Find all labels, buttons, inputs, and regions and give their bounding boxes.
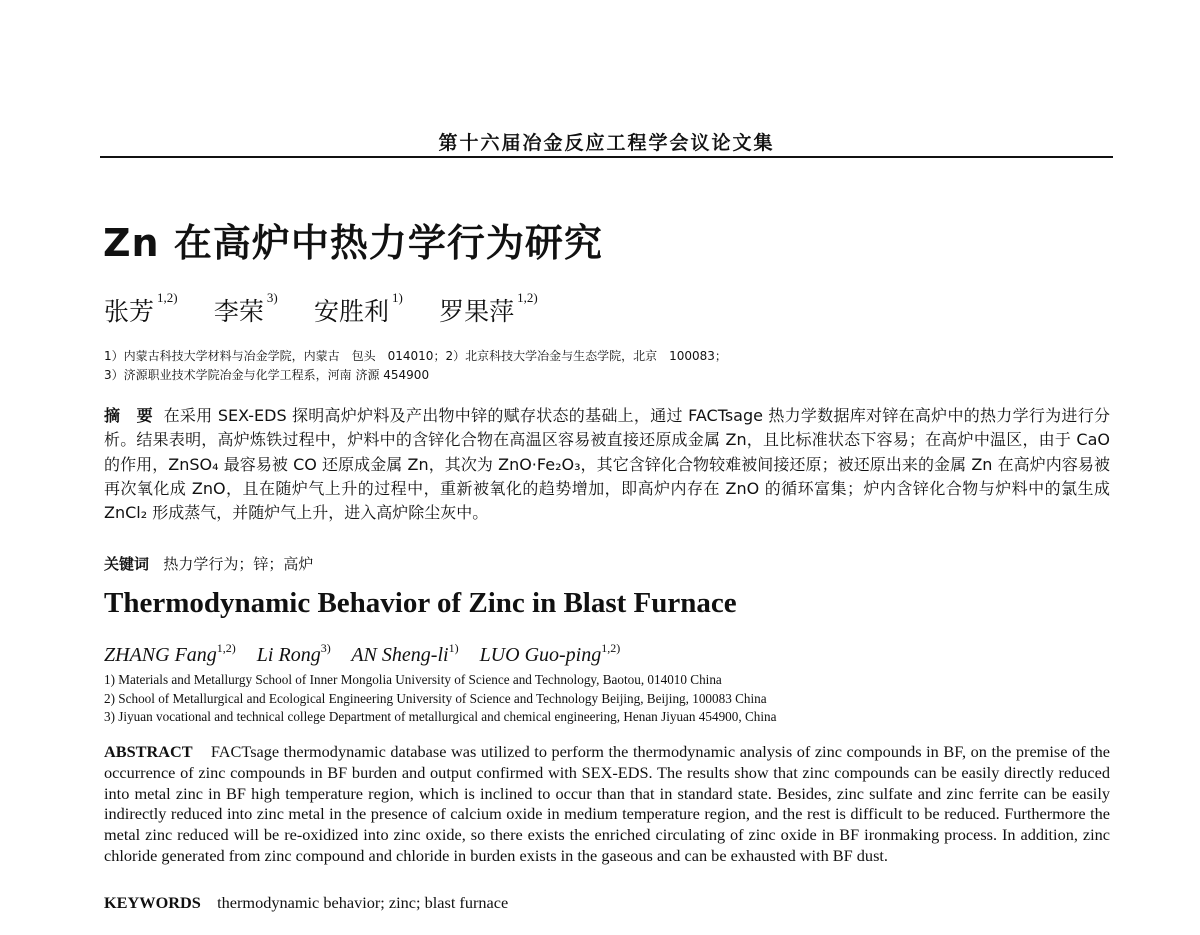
abstract-label: 摘 要 — [104, 406, 153, 425]
keywords-text: thermodynamic behavior; zinc; blast furnace — [217, 893, 509, 912]
affiliation-line: 3）济源职业技术学院冶金与化学工程系，河南 济源 454900 — [104, 368, 430, 382]
author-affiliation-mark: 3) — [320, 641, 331, 655]
author-affiliation-mark: 1,2) — [517, 290, 538, 305]
affiliation-line: 2) School of Metallurgical and Ecological Engineering University of Science and Technology Beijing, Beijing, 100083 China — [104, 690, 767, 706]
abstract-text: FACTsage thermodynamic database was utilized to perform the thermodynamic analysis of zinc compounds in BF, on the premise of the occurrence of zinc compounds in BF burden and output confirmed with SEX-EDS. The results show that zinc compounds can be easily directly reduced into metal zinc in BF high temperature region, which is inclined to occur than that in standard state. Besides, zinc sulfate and zinc ferrite can be easily indirectly reduced into zinc metal in the presence of calcium oxide in medium temperature region, and the rest is difficult to be reduced. Furthermore the metal zinc reduced will be re-oxidized into zinc oxide, so there exists the enriched circulating of zinc oxide in BF ironmaking process. In addition, zinc chloride generated from zinc compound and chloride in burden exists in the gaseous and can be exhausted with BF dust. — [104, 742, 1111, 865]
author-name: AN Sheng-li — [351, 644, 449, 666]
chinese-author — [439, 290, 538, 326]
author-name: LUO Guo-ping — [479, 644, 602, 666]
chinese-author-list — [104, 292, 568, 328]
chinese-author — [313, 290, 403, 326]
affiliation-line: 1）内蒙古科技大学材料与冶金学院，内蒙古 包头 014010；2）北京科技大学冶金与生态学院，北京 100083； — [104, 349, 727, 363]
abstract-text: 在采用 SEX-EDS 探明高炉炉料及产出物中锌的赋存状态的基础上，通过 FACTsage 热力学数据库对锌在高炉中的热力学行为进行分析。结果表明，高炉炼铁过程中，炉料中的含锌化合物在高温区容易被直接还原成金属 Zn，且比标准状态下容易；在高炉中温区，由于 CaO 的作用，ZnSO₄ 最容易被 CO 还原成金属 Zn，其次为 ZnO·Fe₂O₃，其它含锌化合物较难被间接还原；被还原出来的金属 Zn 在高炉内容易被再次氧化成 ZnO，且在随炉气上升的过程中，重新被氧化的趋势增加，即高炉内存在 ZnO 的循环富集；炉内含锌化合物与炉料中的氯生成 ZnCl₂ 形成蒸气，并随炉气上升，进入高炉除尘灰中。 — [104, 406, 1110, 523]
author-name: Li Rong — [256, 644, 321, 666]
author-affiliation-mark: 1,2) — [216, 641, 236, 655]
chinese-author — [213, 290, 278, 326]
author-affiliation-mark: 3) — [266, 290, 278, 305]
keywords-label: KEYWORDS — [104, 893, 201, 912]
abstract-label: ABSTRACT — [104, 742, 193, 761]
author-name: 张芳 — [104, 299, 155, 326]
chinese-title: Zn 在高炉中热力学行为研究 — [103, 221, 603, 265]
english-author-list — [104, 641, 636, 667]
english-affiliations — [104, 671, 776, 727]
author-name: ZHANG Fang — [104, 644, 217, 666]
author-name: 罗果萍 — [439, 299, 515, 326]
author-affiliation-mark: 1) — [448, 641, 459, 655]
chinese-author — [104, 290, 178, 326]
header-rule — [100, 156, 1113, 158]
english-author — [104, 641, 236, 666]
affiliation-line: 1) Materials and Metallurgy School of Inner Mongolia University of Science and Technology, Baotou, 014010 China — [104, 672, 722, 687]
english-abstract — [104, 742, 1110, 867]
keywords-label: 关键词 — [104, 555, 150, 573]
english-title: Thermodynamic Behavior of Zinc in Blast Furnace — [104, 587, 737, 619]
author-name: 李荣 — [213, 299, 264, 326]
english-author — [351, 641, 459, 666]
author-name: 安胜利 — [313, 299, 389, 326]
chinese-affiliations — [104, 347, 727, 385]
affiliation-line: 3) Jiyuan vocational and technical college Department of metallurgical and chemical engineering, Henan Jiyuan 454900, China — [104, 709, 777, 724]
author-affiliation-mark: 1) — [391, 290, 403, 305]
chinese-abstract — [104, 404, 1110, 525]
chinese-keywords — [104, 553, 313, 574]
author-affiliation-mark: 1,2) — [157, 290, 178, 305]
english-author — [256, 641, 331, 666]
english-author — [479, 641, 621, 666]
author-affiliation-mark: 1,2) — [601, 641, 621, 655]
running-head: 第十六届冶金反应工程学会议论文集 — [438, 132, 775, 154]
keywords-text: 热力学行为；锌；高炉 — [163, 555, 314, 573]
english-keywords — [104, 893, 508, 913]
